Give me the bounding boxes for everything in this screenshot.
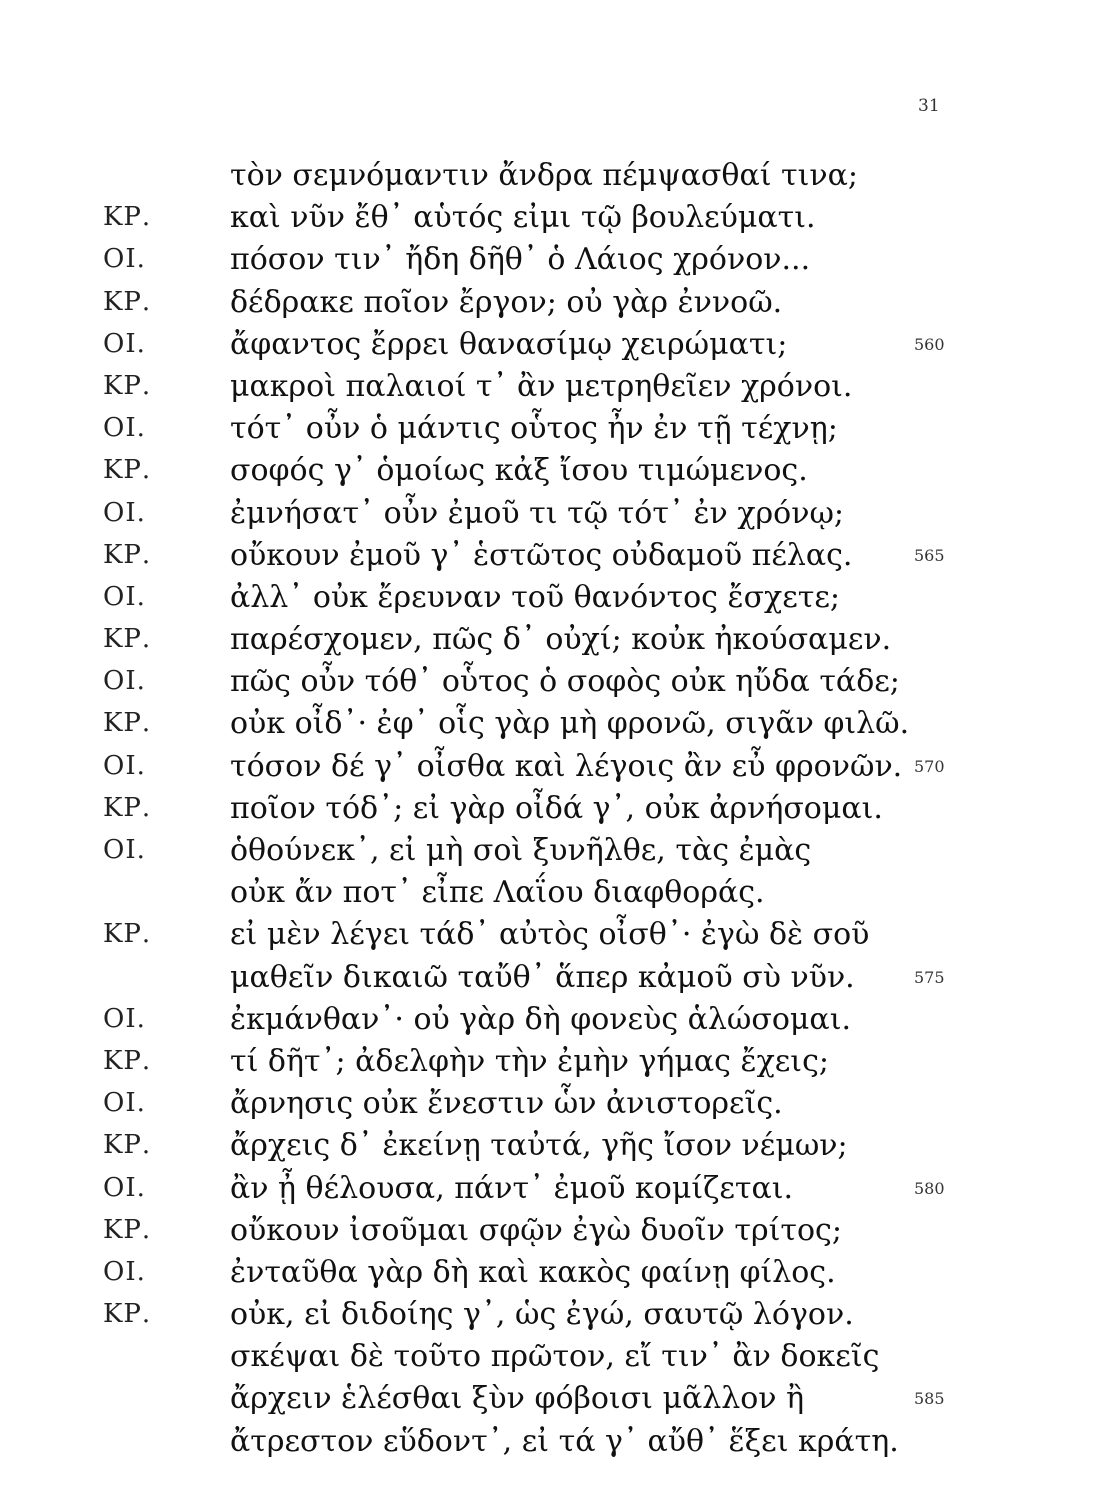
verse-text: εἰ μὲν λέγει τάδ᾽ αὐτὸς οἶσθ᾽· ἐγὼ δὲ σοῦ <box>230 917 870 953</box>
verse-line <box>0 1040 1117 1082</box>
speaker-label: ΚΡ. <box>103 792 152 823</box>
verse-text: ἀλλ᾽ οὐκ ἔρευναν τοῦ θανόντος ἔσχετε; <box>230 579 841 615</box>
speaker-label: ΚΡ. <box>103 286 152 317</box>
speaker-label: ΟΙ. <box>103 1172 146 1203</box>
verse-line <box>0 1251 1117 1293</box>
speaker-label: ΚΡ. <box>103 370 152 401</box>
verse-text: παρέσχομεν, πῶς δ᾽ οὐχί; κοὐκ ἠκούσαμεν. <box>230 622 892 658</box>
verse-line <box>0 407 1117 449</box>
verse-line <box>0 1335 1117 1377</box>
verse-text: ἄρχειν ἑλέσθαι ξὺν φόβοισι μᾶλλον ἢ <box>230 1381 805 1417</box>
verse-text: οὔκουν ἰσοῦμαι σφῷν ἐγὼ δυοῖν τρίτος; <box>230 1212 842 1248</box>
line-number: 585 <box>914 1389 945 1409</box>
verse-line <box>0 1167 1117 1209</box>
verse-line <box>0 534 1117 576</box>
verse-line <box>0 956 1117 998</box>
verse-text: ἄτρεστον εὕδοντ᾽, εἰ τά γ᾽ αὔθ᾽ ἕξει κράτη. <box>230 1423 899 1459</box>
speaker-label: ΚΡ. <box>103 539 152 570</box>
speaker-label: ΚΡ. <box>103 624 152 655</box>
speaker-label: ΚΡ. <box>103 202 152 233</box>
verse-line <box>0 1082 1117 1124</box>
speaker-label: ΟΙ. <box>103 835 146 865</box>
speaker-label: ΚΡ. <box>103 919 152 950</box>
verse-text: ἄφαντος ἔρρει θανασίμῳ χειρώματι; <box>230 326 788 362</box>
line-number: 560 <box>914 334 945 354</box>
verse-text: οὔκουν ἐμοῦ γ᾽ ἑστῶτος οὐδαμοῦ πέλας. <box>230 537 853 573</box>
verse-text: ἄρνησις οὐκ ἔνεστιν ὧν ἀνιστορεῖς. <box>230 1086 783 1122</box>
verse-text: τί δῆτ᾽; ἀδελφὴν τὴν ἐμὴν γήμας ἔχεις; <box>230 1043 829 1079</box>
verse-line <box>0 702 1117 744</box>
speaker-label: ΚΡ. <box>103 1299 152 1330</box>
verse-text: μαθεῖν δικαιῶ ταὔθ᾽ ἅπερ κἀμοῦ σὺ νῦν. <box>230 959 855 995</box>
verse-line <box>0 913 1117 955</box>
verse-line <box>0 281 1117 323</box>
verse-text: τόσον δέ γ᾽ οἶσθα καὶ λέγοις ἂν εὖ φρονῶν. <box>230 748 903 784</box>
verse-line <box>0 365 1117 407</box>
verse-text: ὁθούνεκ᾽, εἰ μὴ σοὶ ξυνῆλθε, τὰς ἐμὰς <box>230 833 812 868</box>
speaker-label: ΟΙ. <box>103 497 146 528</box>
verse-line <box>0 238 1117 280</box>
line-number: 580 <box>914 1178 945 1198</box>
verse-line <box>0 1420 1117 1462</box>
speaker-label: ΚΡ. <box>103 455 152 486</box>
line-number: 565 <box>914 545 945 565</box>
verse-line <box>0 323 1117 365</box>
verse-line <box>0 998 1117 1040</box>
verse-text: τότ᾽ οὖν ὁ μάντις οὗτος ἦν ἐν τῇ τέχνῃ; <box>230 411 838 447</box>
speaker-label: ΟΙ. <box>103 581 146 612</box>
speaker-label: ΟΙ. <box>103 666 146 697</box>
speaker-label: ΚΡ. <box>103 1130 152 1161</box>
verse-text: ἐμνήσατ᾽ οὖν ἐμοῦ τι τῷ τότ᾽ ἐν χρόνῳ; <box>230 495 845 531</box>
verse-line <box>0 196 1117 238</box>
verse-text: ἄρχεις δ᾽ ἐκείνῃ ταὐτά, γῆς ἴσον νέμων; <box>230 1128 848 1164</box>
verse-text: ἂν ᾖ θέλουσα, πάντ᾽ ἐμοῦ κομίζεται. <box>230 1170 794 1206</box>
verse-text: οὐκ ἄν ποτ᾽ εἶπε Λαΐου διαφθοράς. <box>230 875 765 911</box>
verse-text: καὶ νῦν ἔθ᾽ αὑτός εἰμι τῷ βουλεύματι. <box>230 200 816 236</box>
speaker-label: ΟΙ. <box>103 1256 146 1287</box>
speaker-label: ΟΙ. <box>103 1003 146 1034</box>
line-number: 575 <box>914 967 945 987</box>
verse-line <box>0 1377 1117 1419</box>
verse-text: σοφός γ᾽ ὁμοίως κἀξ ἴσου τιμώμενος. <box>230 453 808 489</box>
speaker-label: ΟΙ. <box>103 413 146 444</box>
verse-text: σκέψαι δὲ τοῦτο πρῶτον, εἴ τιν᾽ ἂν δοκεῖς <box>230 1339 880 1375</box>
verse-text: τὸν σεμνόμαντιν ἄνδρα πέμψασθαί τινα; <box>230 158 858 193</box>
verse-line <box>0 1293 1117 1335</box>
verse-line <box>0 660 1117 702</box>
speaker-label: ΟΙ. <box>103 750 146 781</box>
speaker-label: ΚΡ. <box>103 1045 152 1076</box>
verse-text: πόσον τιν᾽ ἤδη δῆθ᾽ ὁ Λάιος χρόνον... <box>230 242 811 278</box>
verse-text: οὐκ, εἰ διδοίης γ᾽, ὡς ἐγώ, σαυτῷ λόγον. <box>230 1297 854 1333</box>
speaker-label: ΟΙ. <box>103 328 146 359</box>
verse-line <box>0 492 1117 534</box>
verse-line <box>0 154 1117 196</box>
verse-text: πῶς οὖν τόθ᾽ οὗτος ὁ σοφὸς οὐκ ηὔδα τάδε; <box>230 664 900 700</box>
verse-line <box>0 829 1117 871</box>
verse-text: δέδρακε ποῖον ἔργον; οὐ γὰρ ἐννοῶ. <box>230 284 783 320</box>
verse-line <box>0 1124 1117 1166</box>
verse-text: οὐκ οἶδ᾽· ἐφ᾽ οἷς γὰρ μὴ φρονῶ, σιγᾶν φιλῶ. <box>230 706 910 742</box>
verse-text: ἐνταῦθα γὰρ δὴ καὶ κακὸς φαίνῃ φίλος. <box>230 1254 836 1290</box>
verse-line <box>0 618 1117 660</box>
verse-line <box>0 449 1117 491</box>
speaker-label: ΚΡ. <box>103 708 152 739</box>
line-number: 570 <box>914 756 945 776</box>
verse-text: μακροὶ παλαιοί τ᾽ ἂν μετρηθεῖεν χρόνοι. <box>230 368 853 404</box>
speaker-label: ΟΙ. <box>103 244 146 275</box>
verse-line <box>0 1209 1117 1251</box>
verse-line <box>0 576 1117 618</box>
verse-line <box>0 871 1117 913</box>
verse-text: ἐκμάνθαν᾽· οὐ γὰρ δὴ φονεὺς ἁλώσομαι. <box>230 1001 851 1037</box>
verse-line <box>0 787 1117 829</box>
speaker-label: ΚΡ. <box>103 1214 152 1245</box>
verse-line <box>0 745 1117 787</box>
verse-text: ποῖον τόδ᾽; εἰ γὰρ οἶδά γ᾽, οὐκ ἀρνήσομαι. <box>230 790 883 826</box>
page-number: 31 <box>918 96 940 116</box>
speaker-label: ΟΙ. <box>103 1088 146 1119</box>
verse-lines <box>0 154 1117 1462</box>
